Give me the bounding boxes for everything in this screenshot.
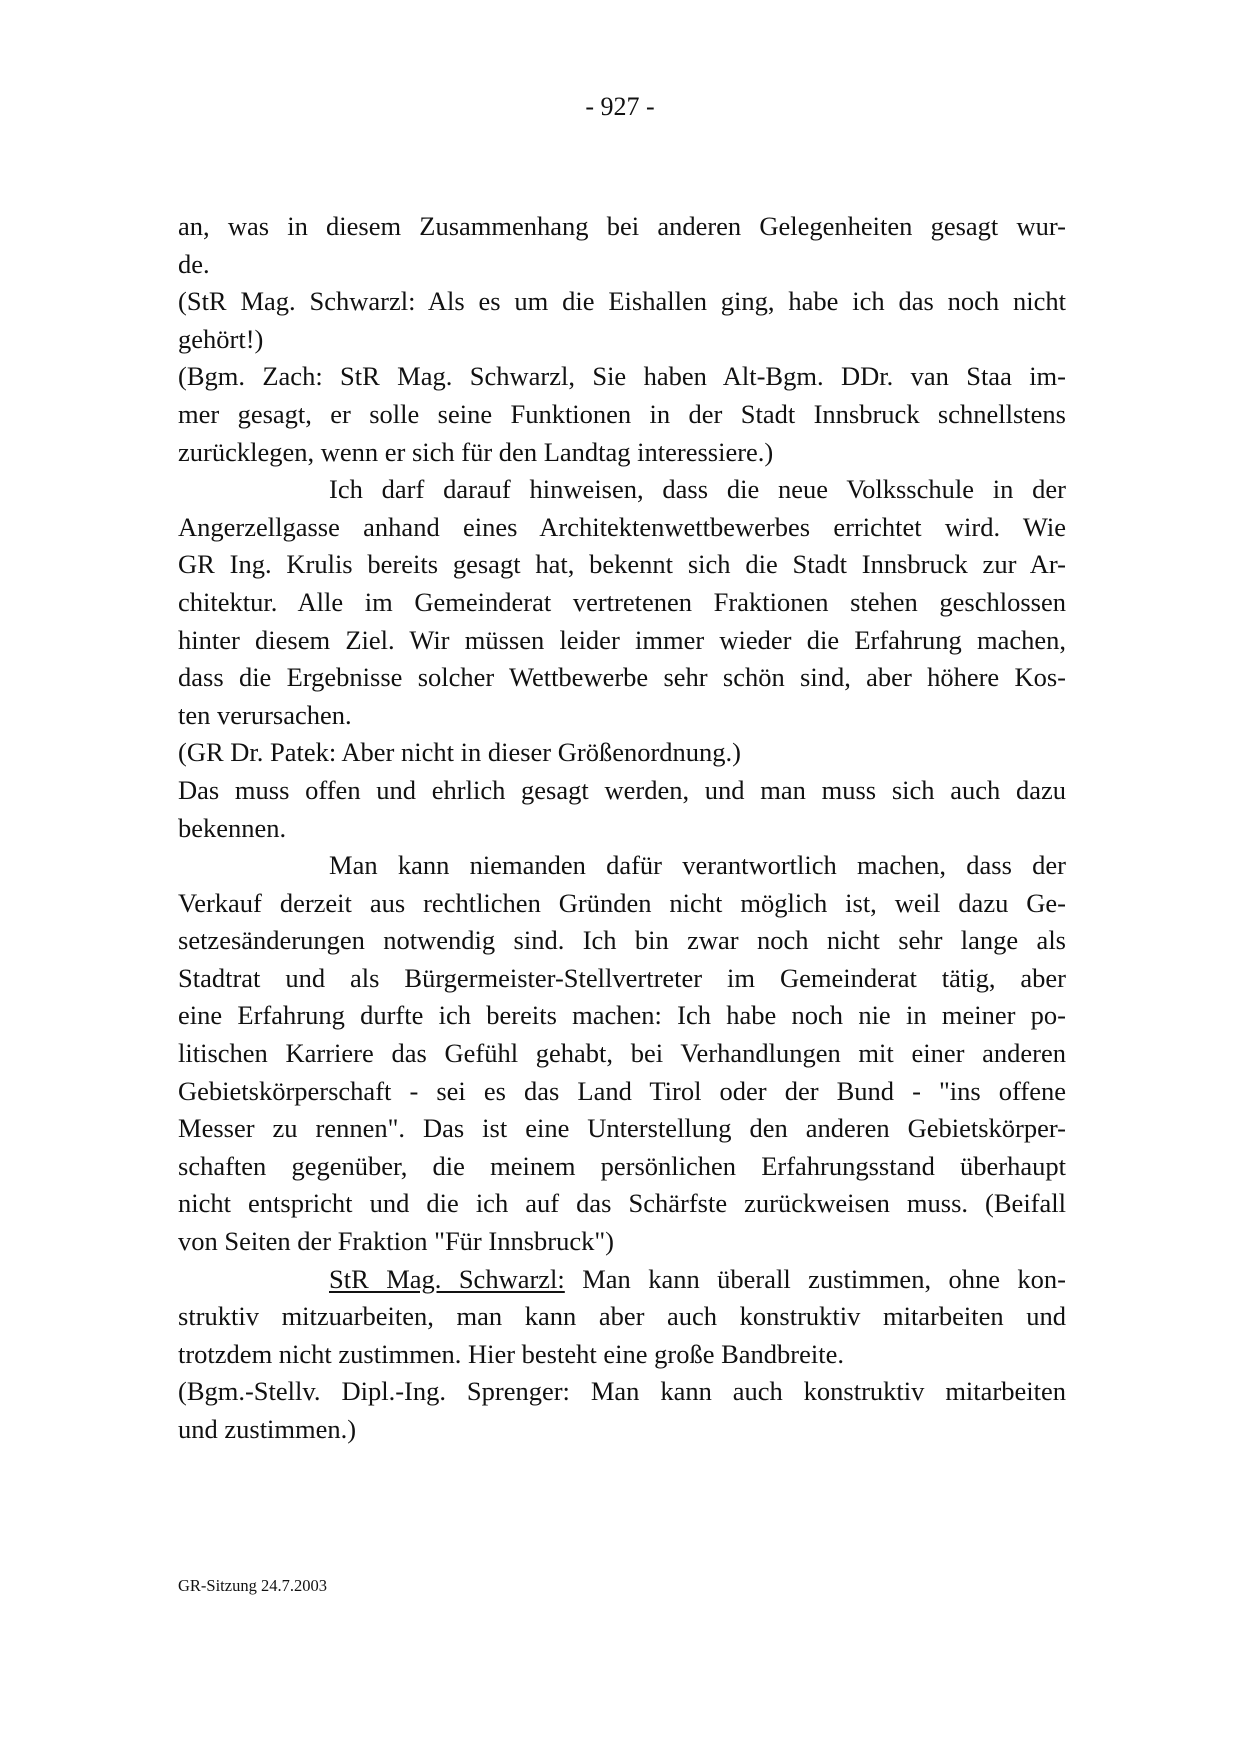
text-line: Verkauf derzeit aus rechtlichen Gründen nicht möglich ist, weil dazu Ge- <box>178 887 1066 918</box>
text-line: Angerzellgasse anhand eines Architektenwettbewerbes errichtet wird. Wie <box>178 511 1066 542</box>
paragraph-start-line: Man kann niemanden dafür verantwortlich machen, dass der <box>329 850 1066 881</box>
interjection-line: und zustimmen.) <box>178 1414 357 1444</box>
text-line: von Seiten der Fraktion "Für Innsbruck") <box>178 1226 614 1257</box>
text-line: hinter diesem Ziel. Wir müssen leider immer wieder die Erfahrung machen, <box>178 624 1066 655</box>
text-line: an, was in diesem Zusammenhang bei anderen Gelegenheiten gesagt wur- <box>178 211 1066 241</box>
text-line: ten verursachen. <box>178 699 352 730</box>
page-number: - 927 - <box>585 92 655 121</box>
interjection-line: zurücklegen, wenn er sich für den Landtag interessiere.) <box>178 436 774 467</box>
interjection-line: (Bgm.-Stellv. Dipl.-Ing. Sprenger: Man kann auch konstruktiv mitarbeiten <box>178 1376 1066 1407</box>
text-line: schaften gegenüber, die meinem persönlichen Erfahrungsstand überhaupt <box>178 1150 1066 1181</box>
speaker-name: StR Mag. Schwarzl: <box>329 1263 565 1294</box>
text-line: GR Ing. Krulis bereits gesagt hat, bekennt sich die Stadt Innsbruck zur Ar- <box>178 549 1066 580</box>
speaker-text: Man kann überall zustimmen, ohne kon- <box>564 1263 1066 1294</box>
text-line: chitektur. Alle im Gemeinderat vertretenen Fraktionen stehen geschlossen <box>178 586 1066 617</box>
interjection-line: (Bgm. Zach: StR Mag. Schwarzl, Sie haben Alt-Bgm. DDr. van Staa im- <box>178 361 1066 392</box>
text-line: de. <box>178 248 210 279</box>
text-line: dass die Ergebnisse solcher Wettbewerbe sehr schön sind, aber höhere Kos- <box>178 662 1066 693</box>
paragraph-start-line: Ich darf darauf hinweisen, dass die neue Volksschule in der <box>329 474 1066 505</box>
interjection-line: (GR Dr. Patek: Aber nicht in dieser Größenordnung.) <box>178 737 742 768</box>
text-line: nicht entspricht und die ich auf das Schärfste zurückweisen muss. (Beifall <box>178 1188 1066 1219</box>
footer-session-date: GR-Sitzung 24.7.2003 <box>178 1576 327 1595</box>
speaker-paragraph-line <box>178 1261 1066 1299</box>
text-line: Das muss offen und ehrlich gesagt werden, und man muss sich auch dazu <box>178 774 1066 805</box>
text-line: struktiv mitzuarbeiten, man kann aber auch konstruktiv mitarbeiten und <box>178 1301 1066 1332</box>
text-line: eine Erfahrung durfte ich bereits machen: Ich habe noch nie in meiner po- <box>178 1000 1066 1031</box>
interjection-line: mer gesagt, er solle seine Funktionen in der Stadt Innsbruck schnellstens <box>178 398 1066 429</box>
interjection-line: gehört!) <box>178 323 264 354</box>
text-line: setzesänderungen notwendig sind. Ich bin zwar noch nicht sehr lange als <box>178 925 1066 956</box>
text-line: Stadtrat und als Bürgermeister-Stellvertreter im Gemeinderat tätig, aber <box>178 962 1066 993</box>
text-line: trotzdem nicht zustimmen. Hier besteht eine große Bandbreite. <box>178 1338 844 1369</box>
interjection-line: (StR Mag. Schwarzl: Als es um die Eishallen ging, habe ich das noch nicht <box>178 286 1066 317</box>
document-body <box>178 208 1066 1449</box>
text-line: litischen Karriere das Gefühl gehabt, bei Verhandlungen mit einer anderen <box>178 1038 1066 1069</box>
text-line: bekennen. <box>178 812 287 843</box>
text-line: Messer zu rennen". Das ist eine Unterstellung den anderen Gebietskörper- <box>178 1113 1066 1144</box>
text-line: Gebietskörperschaft - sei es das Land Tirol oder der Bund - "ins offene <box>178 1075 1066 1106</box>
